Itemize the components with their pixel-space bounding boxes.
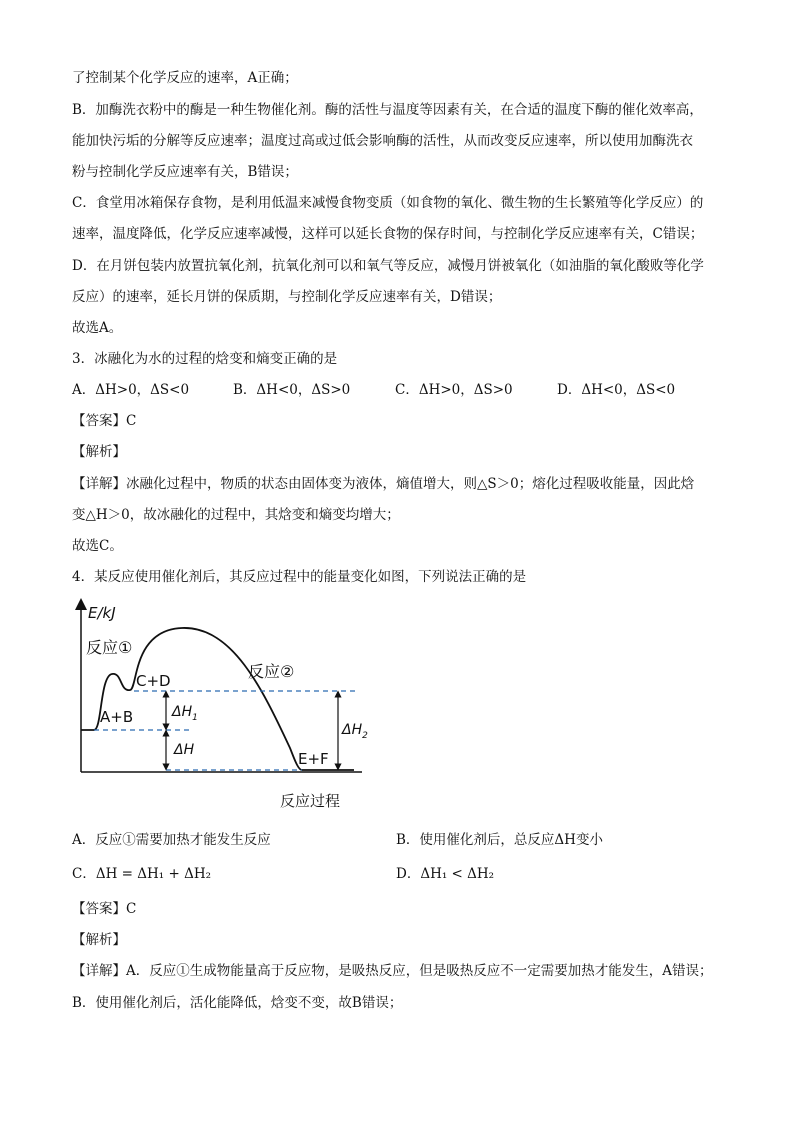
q3-analysis-tag: 【解析】 <box>72 444 126 460</box>
curve1-label: 反应① <box>86 638 133 657</box>
paragraph-line: B．加酶洗衣粉中的酶是一种生物催化剂。酶的活性与温度等因素有关，在合适的温度下酶的催化效率高， <box>72 102 703 118</box>
x-axis-label: 反应过程 <box>280 792 341 810</box>
paragraph-line: 反应）的速率，延长月饼的保质期，与控制化学反应速率有关，D错误； <box>72 289 502 305</box>
q4-option-c-label: C． <box>72 866 96 882</box>
dh1-label <box>171 704 198 723</box>
dh1-main: ΔH <box>172 704 193 720</box>
intermediate-label: C+D <box>136 672 171 690</box>
reactant-label: A+B <box>100 708 134 726</box>
q3-conclusion: 故选C。 <box>72 538 123 554</box>
q4-option-d <box>396 864 494 884</box>
q4-option-b: B．使用催化剂后，总反应ΔH变小 <box>396 832 603 848</box>
answer-tag: 【答案】 <box>72 413 126 429</box>
paragraph-line: D．在月饼包装内放置抗氧化剂，抗氧化剂可以和氧气等反应，减慢月饼被氧化（如油脂的氧化酸败等化学 <box>72 258 704 274</box>
conclusion-line: 故选A。 <box>72 320 123 336</box>
q3-answer: C <box>126 413 137 429</box>
q3-option-b: B．ΔH<0，ΔS>0 <box>233 382 351 398</box>
paragraph-line: 能加快污垢的分解等反应速率；温度过高或过低会影响酶的活性，从而改变反应速率，所以使用加酶洗衣 <box>72 133 693 149</box>
answer-tag: 【答案】 <box>72 901 126 917</box>
q3-option-d: D．ΔH<0，ΔS<0 <box>557 382 676 398</box>
dh2-main: ΔH <box>342 722 363 738</box>
paragraph-line: 粉与控制化学反应速率有关，B错误； <box>72 164 298 180</box>
q4-option-c <box>72 864 211 884</box>
q4-analysis-tag: 【解析】 <box>72 932 126 948</box>
question-4-stem: 4．某反应使用催化剂后，其反应过程中的能量变化如图，下列说法正确的是 <box>72 569 527 585</box>
dh2-sub: 2 <box>362 731 368 741</box>
q3-option-c: C．ΔH>0，ΔS>0 <box>395 382 513 398</box>
curve2-label: 反应② <box>248 662 295 681</box>
q3-detail-line <box>72 474 694 494</box>
q4-detail-a: A．反应①生成物能量高于反应物，是吸热反应，但是吸热反应不一定需要加热才能发生，A错误； <box>126 963 713 979</box>
paragraph-line: 速率，温度降低，化学反应速率减慢，这样可以延长食物的保存时间，与控制化学反应速率有关，C错误； <box>72 226 704 242</box>
q4-detail-b: B．使用催化剂后，活化能降低，焓变不变，故B错误； <box>72 995 403 1011</box>
q3-option-a: A．ΔH>0，ΔS<0 <box>72 382 190 398</box>
q4-answer: C <box>126 901 137 917</box>
q4-option-d-label: D． <box>396 866 421 882</box>
paragraph-line: 了控制某个化学反应的速率，A正确； <box>72 70 298 86</box>
detail-tag: 【详解】 <box>72 963 126 979</box>
q3-detail-a: 冰融化过程中，物质的状态由固体变为液体，熵值增大，则△S＞0；熔化过程吸收能量，因此焓 <box>126 476 695 492</box>
q3-answer-line <box>72 411 136 431</box>
product-label: E+F <box>298 750 329 768</box>
dh1-sub: 1 <box>192 713 198 723</box>
dh-label: ΔH <box>174 742 195 758</box>
y-axis-label: E/kJ <box>88 604 116 622</box>
paragraph-line: C．食堂用冰箱保存食物，是利用低温来减慢食物变质（如食物的氧化、微生物的生长繁殖等化学反应）的 <box>72 195 704 211</box>
q3-detail-b: 变△H＞0，故冰融化的过程中，其焓变和熵变均增大； <box>72 507 400 523</box>
dh2-label <box>341 722 368 741</box>
q4-option-d-formula: ΔH₁ < ΔH₂ <box>420 866 495 882</box>
q4-option-c-formula: ΔH = ΔH₁ + ΔH₂ <box>95 866 212 882</box>
energy-diagram <box>72 598 372 814</box>
q4-answer-line <box>72 899 136 919</box>
q4-detail-line <box>72 961 713 981</box>
q4-option-a: A．反应①需要加热才能发生反应 <box>72 832 271 848</box>
question-3-stem: 3．冰融化为水的过程的焓变和熵变正确的是 <box>72 351 338 367</box>
detail-tag: 【详解】 <box>72 476 126 492</box>
